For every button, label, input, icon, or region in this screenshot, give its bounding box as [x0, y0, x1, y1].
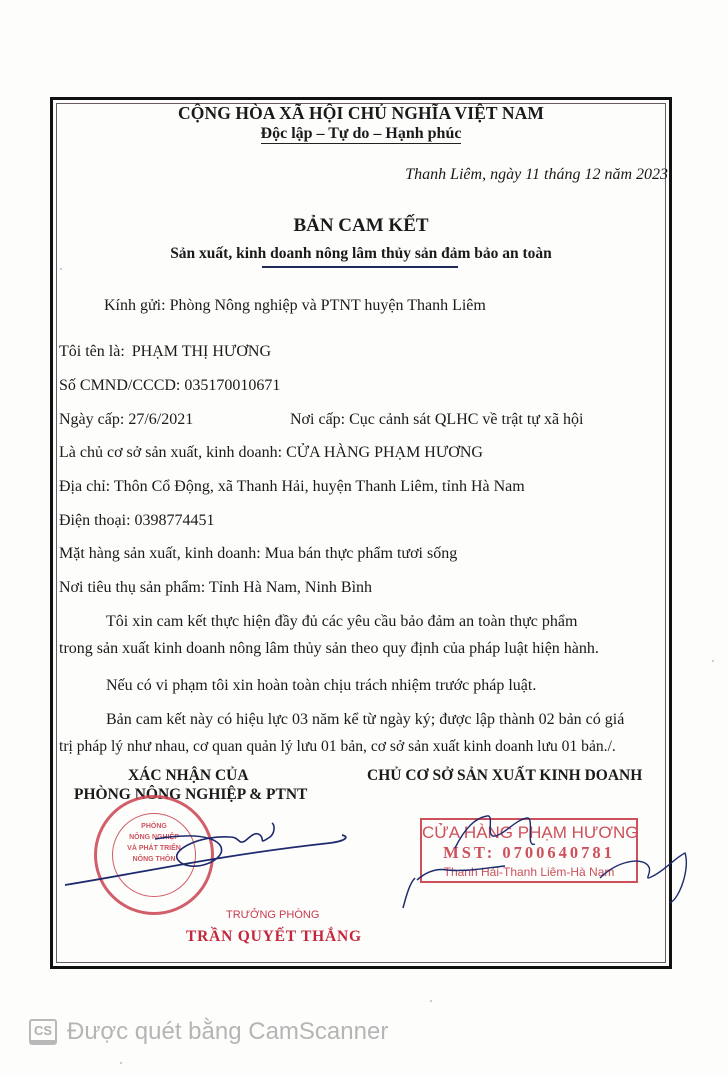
- field-issue-date: [59, 411, 193, 429]
- stamp-line: NÔNG THÔN: [132, 856, 176, 863]
- stamp-line: NÔNG NGHIỆP: [129, 834, 179, 841]
- head-name: TRẦN QUYẾT THẮNG: [186, 928, 362, 945]
- field-phone: [59, 512, 215, 530]
- commitment-para-2: Nếu có vi phạm tôi xin hoàn toàn chịu trách nhiệm trước pháp luật.: [106, 677, 537, 694]
- left-sign-heading-2: PHÒNG NÔNG NGHIỆP & PTNT: [74, 786, 308, 803]
- owner-label: Là chủ cơ sở sản xuất, kinh doanh:: [59, 444, 283, 461]
- department-stamp-text: [118, 823, 190, 863]
- market-value: Tỉnh Hà Nam, Ninh Bình: [208, 579, 373, 596]
- scan-speck: [120, 1062, 122, 1064]
- goods-value: Mua bán thực phẩm tươi sống: [264, 545, 458, 562]
- field-name: [59, 343, 271, 361]
- name-label: Tôi tên là:: [59, 343, 125, 360]
- scan-speck: [60, 268, 62, 270]
- phone-label: Điện thoại:: [59, 512, 131, 529]
- national-title: CỘNG HÒA XÃ HỘI CHỦ NGHĨA VIỆT NAM: [178, 103, 544, 123]
- document-subtitle: Sản xuất, kinh doanh nông lâm thủy sản đảm bảo an toàn: [170, 245, 552, 262]
- id-value: 035170010671: [184, 377, 281, 394]
- field-owner: [59, 444, 483, 462]
- issue-date-label: Ngày cấp:: [59, 411, 125, 428]
- scan-speck: [430, 1000, 432, 1002]
- field-goods: [59, 545, 457, 563]
- stamp-line: PHÒNG: [141, 823, 167, 830]
- commitment-para-3-line-1: Bản cam kết này có hiệu lực 03 năm kể từ ngày ký; được lập thành 02 bản có giá: [106, 711, 625, 728]
- field-issue-place: [290, 411, 584, 429]
- commitment-para-3-line-2: trị pháp lý như nhau, cơ quan quản lý lưu 01 bản, cơ sở sản xuất kinh doanh lưu 01 bản./.: [59, 738, 616, 755]
- owner-value: CỬA HÀNG PHẠM HƯƠNG: [286, 444, 483, 461]
- field-id: [59, 377, 280, 395]
- issue-date-value: 27/6/2021: [128, 411, 194, 428]
- stamp-line: VÀ PHÁT TRIỂN: [127, 845, 181, 852]
- motto-text: Độc lập – Tự do – Hạnh phúc: [260, 125, 462, 142]
- commitment-para-1-line-1: Tôi xin cam kết thực hiện đầy đủ các yêu cầu bảo đảm an toàn thực phẩm: [106, 613, 578, 630]
- field-address: [59, 478, 525, 496]
- business-stamp-tax-id: MST: 0700640781: [443, 843, 615, 862]
- commitment-para-1-line-2: trong sản xuất kinh doanh nông lâm thủy sản theo quy định của pháp luật hiện hành.: [59, 640, 599, 657]
- business-stamp-name: CỬA HÀNG PHẠM HƯƠNG: [422, 823, 639, 842]
- left-sign-heading-1: XÁC NHẬN CỦA: [128, 767, 249, 784]
- goods-label: Mặt hàng sản xuất, kinh doanh:: [59, 545, 261, 562]
- field-market: [59, 579, 372, 597]
- camscanner-logo-icon: CS: [29, 1019, 57, 1045]
- address-label: Địa chỉ:: [59, 478, 111, 495]
- business-stamp: [420, 818, 638, 883]
- document-title: BẢN CAM KẾT: [293, 215, 429, 236]
- camscanner-watermark: [29, 1018, 388, 1046]
- scan-speck: [712, 660, 714, 662]
- id-label: Số CMND/CCCD:: [59, 377, 181, 394]
- market-label: Nơi tiêu thụ sản phẩm:: [59, 579, 206, 596]
- place-date: Thanh Liêm, ngày 11 tháng 12 năm 2023: [405, 166, 668, 183]
- issue-place-label: Nơi cấp:: [290, 411, 346, 428]
- issue-place-value: Cục cảnh sát QLHC về trật tự xã hội: [349, 411, 584, 428]
- business-stamp-address: Thanh Hải-Thanh Liêm-Hà Nam: [443, 865, 615, 879]
- subtitle-underline: [262, 266, 458, 268]
- addressee: Kính gửi: Phòng Nông nghiệp và PTNT huyện Thanh Liêm: [104, 297, 486, 314]
- phone-value: 0398774451: [134, 512, 215, 529]
- right-sign-heading: CHỦ CƠ SỞ SẢN XUẤT KINH DOANH: [367, 767, 643, 784]
- camscanner-text: Được quét bằng CamScanner: [67, 1018, 389, 1045]
- head-title: TRƯỞNG PHÒNG: [226, 909, 320, 921]
- name-value: PHẠM THỊ HƯƠNG: [131, 343, 271, 360]
- address-value: Thôn Cổ Động, xã Thanh Hải, huyện Thanh Liêm, tỉnh Hà Nam: [113, 478, 525, 495]
- national-motto: [56, 125, 666, 143]
